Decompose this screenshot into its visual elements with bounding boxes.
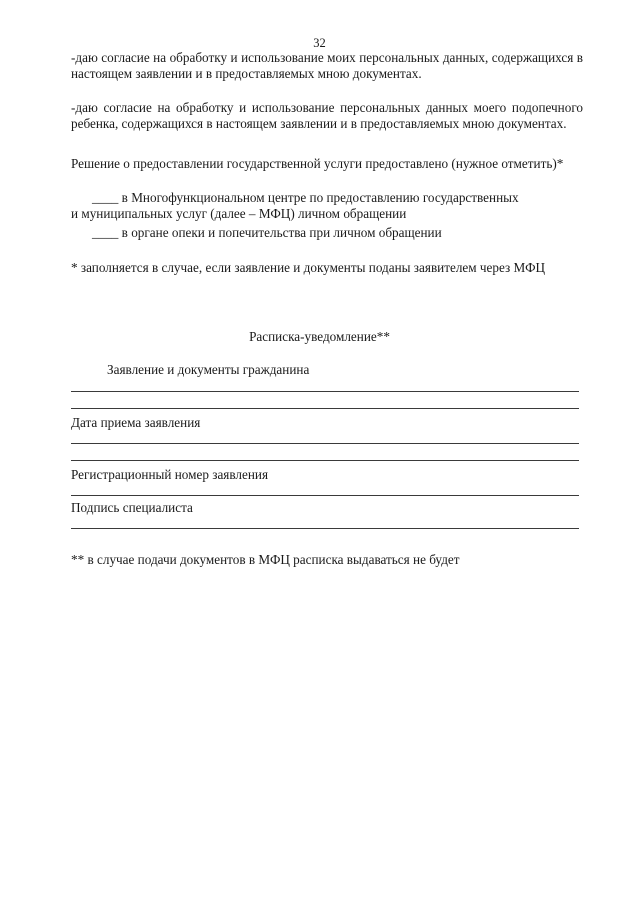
consent-personal-data-paragraph: -даю согласие на обработку и использование моих персональных данных, содержащихся в настоящем заявлении и в предоставляемых мною документах. — [71, 50, 583, 81]
footnote-receipt-mfc: ** в случае подачи документов в МФЦ расписка выдаваться не будет — [71, 552, 460, 567]
page-number: 32 — [313, 36, 326, 50]
footnote-mfc-applicant: * заполняется в случае, если заявление и документы поданы заявителем через МФЦ — [71, 260, 546, 275]
date-line-2 — [71, 460, 579, 461]
registration-number-line — [71, 495, 579, 496]
documents-line-2 — [71, 408, 579, 409]
option-mfc-continuation: и муниципальных услуг (далее – МФЦ) личном обращении — [71, 206, 407, 221]
receipt-title: Расписка-уведомление** — [249, 329, 390, 344]
signature-line — [71, 528, 579, 529]
consent-child-data-paragraph: -даю согласие на обработку и использование персональных данных моего подопечного ребенка, содержащихся в настоящем заявлении и в предоставляемых мною документах. — [71, 100, 583, 131]
registration-number-label: Регистрационный номер заявления — [71, 467, 269, 482]
documents-line-1 — [71, 391, 579, 392]
date-received-label: Дата приема заявления — [71, 415, 201, 430]
option-guardianship: ____ в органе опеки и попечительства при личном обращении — [92, 225, 442, 240]
decision-heading: Решение о предоставлении государственной услуги предоставлено (нужное отметить)* — [71, 156, 564, 171]
date-line-1 — [71, 443, 579, 444]
option-mfc: ____ в Многофункциональном центре по предоставлению государственных — [92, 190, 519, 205]
specialist-signature-label: Подпись специалиста — [71, 500, 193, 515]
documents-label: Заявление и документы гражданина — [107, 362, 310, 377]
